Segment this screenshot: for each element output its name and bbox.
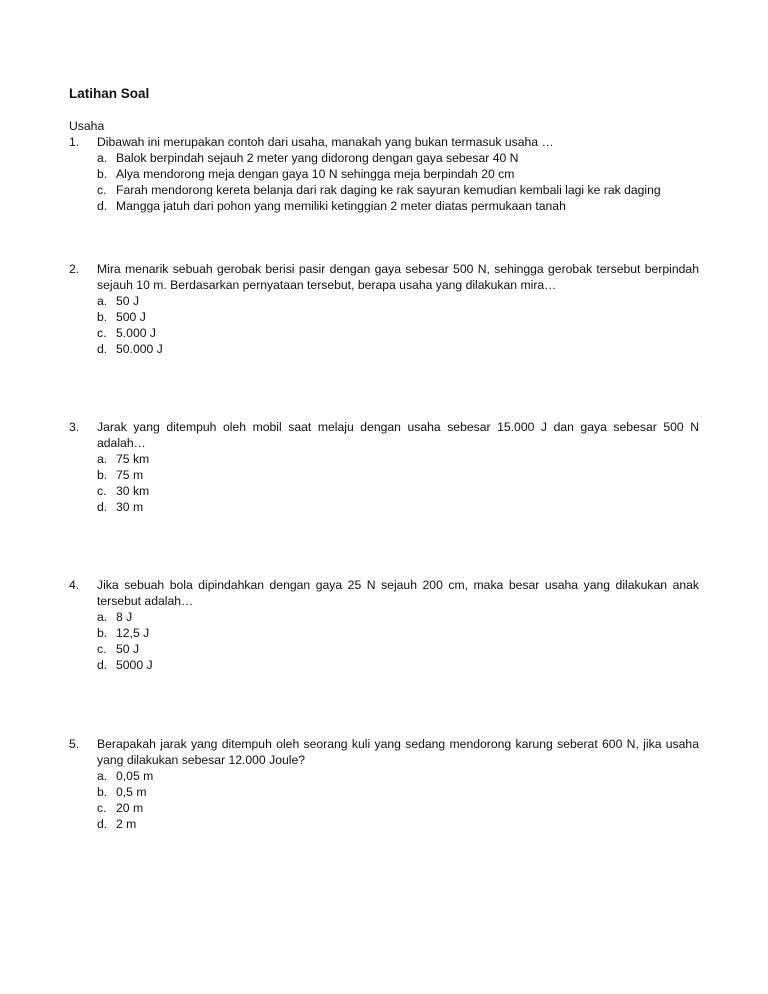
answer-options bbox=[97, 609, 699, 673]
option-letter: d. bbox=[97, 342, 108, 356]
option-a bbox=[97, 609, 699, 625]
question-1 bbox=[69, 134, 699, 214]
option-b bbox=[97, 625, 699, 641]
option-text: 50.000 J bbox=[116, 342, 163, 356]
option-letter: d. bbox=[97, 500, 108, 514]
question-number: 2. bbox=[69, 262, 80, 276]
option-letter: c. bbox=[97, 183, 107, 197]
option-letter: a. bbox=[97, 294, 108, 308]
question-number: 1. bbox=[69, 135, 80, 149]
option-letter: d. bbox=[97, 658, 108, 672]
option-b bbox=[97, 309, 699, 325]
question-text: Berapakah jarak yang ditempuh oleh seorang kuli yang sedang mendorong karung seberat 600 N, jika usaha yang dilakukan sebesar 12.000 Joule? bbox=[97, 737, 699, 767]
option-text: 75 km bbox=[116, 452, 150, 466]
option-text: 75 m bbox=[116, 468, 144, 482]
option-text: 5.000 J bbox=[116, 326, 156, 340]
option-text: 30 km bbox=[116, 484, 150, 498]
question-text: Jarak yang ditempuh oleh mobil saat melaju dengan usaha sebesar 15.000 J dan gaya sebesar 500 N adalah… bbox=[97, 420, 699, 450]
option-letter: c. bbox=[97, 801, 107, 815]
question-3 bbox=[69, 419, 699, 515]
option-text: Balok berpindah sejauh 2 meter yang didorong dengan gaya sebesar 40 N bbox=[116, 151, 519, 165]
option-a bbox=[97, 768, 699, 784]
option-letter: c. bbox=[97, 642, 107, 656]
option-d bbox=[97, 499, 699, 515]
option-text: 500 J bbox=[116, 310, 146, 324]
option-text: 0,5 m bbox=[116, 785, 147, 799]
option-letter: b. bbox=[97, 785, 108, 799]
option-text: 8 J bbox=[116, 610, 133, 624]
option-text: 50 J bbox=[116, 294, 140, 308]
option-text: 50 J bbox=[116, 642, 140, 656]
option-letter: d. bbox=[97, 199, 108, 213]
question-2 bbox=[69, 261, 699, 357]
option-d bbox=[97, 816, 699, 832]
option-b bbox=[97, 784, 699, 800]
question-text: Dibawah ini merupakan contoh dari usaha, manakah yang bukan termasuk usaha … bbox=[97, 135, 554, 149]
option-c bbox=[97, 800, 699, 816]
question-5 bbox=[69, 736, 699, 832]
option-letter: a. bbox=[97, 452, 108, 466]
option-c bbox=[97, 325, 699, 341]
section-heading: Usaha bbox=[69, 119, 105, 133]
answer-options bbox=[97, 150, 699, 214]
option-text: Alya mendorong meja dengan gaya 10 N sehingga meja berpindah 20 cm bbox=[116, 167, 515, 181]
question-number: 4. bbox=[69, 578, 80, 592]
option-a bbox=[97, 451, 699, 467]
question-number: 3. bbox=[69, 420, 80, 434]
option-letter: d. bbox=[97, 817, 108, 831]
option-text: 20 m bbox=[116, 801, 144, 815]
option-letter: b. bbox=[97, 310, 108, 324]
answer-options bbox=[97, 451, 699, 515]
option-letter: c. bbox=[97, 326, 107, 340]
option-d bbox=[97, 657, 699, 673]
option-text: 30 m bbox=[116, 500, 144, 514]
option-text: 5000 J bbox=[116, 658, 153, 672]
option-text: 2 m bbox=[116, 817, 137, 831]
answer-options bbox=[97, 768, 699, 832]
option-c bbox=[97, 182, 699, 198]
option-letter: a. bbox=[97, 151, 108, 165]
option-text: Mangga jatuh dari pohon yang memiliki ketinggian 2 meter diatas permukaan tanah bbox=[116, 199, 566, 213]
option-a bbox=[97, 150, 699, 166]
option-b bbox=[97, 166, 699, 182]
option-text: 0,05 m bbox=[116, 769, 154, 783]
question-4 bbox=[69, 577, 699, 673]
page-title: Latihan Soal bbox=[69, 86, 150, 101]
option-a bbox=[97, 293, 699, 309]
answer-options bbox=[97, 293, 699, 357]
question-text: Mira menarik sebuah gerobak berisi pasir dengan gaya sebesar 500 N, sehingga gerobak tersebut berpindah sejauh 10 m. Berdasarkan pernyataan tersebut, berapa usaha yang dilakukan mira… bbox=[97, 262, 699, 292]
option-text: Farah mendorong kereta belanja dari rak daging ke rak sayuran kemudian kembali lagi ke rak daging bbox=[116, 183, 661, 197]
option-text: 12,5 J bbox=[116, 626, 150, 640]
option-letter: b. bbox=[97, 468, 108, 482]
option-letter: c. bbox=[97, 484, 107, 498]
option-letter: b. bbox=[97, 167, 108, 181]
option-letter: a. bbox=[97, 769, 108, 783]
option-letter: a. bbox=[97, 610, 108, 624]
option-letter: b. bbox=[97, 626, 108, 640]
option-c bbox=[97, 483, 699, 499]
option-b bbox=[97, 467, 699, 483]
question-text: Jika sebuah bola dipindahkan dengan gaya 25 N sejauh 200 cm, maka besar usaha yang dilakukan anak tersebut adalah… bbox=[97, 578, 699, 608]
option-d bbox=[97, 198, 699, 214]
option-c bbox=[97, 641, 699, 657]
option-d bbox=[97, 341, 699, 357]
question-number: 5. bbox=[69, 737, 80, 751]
